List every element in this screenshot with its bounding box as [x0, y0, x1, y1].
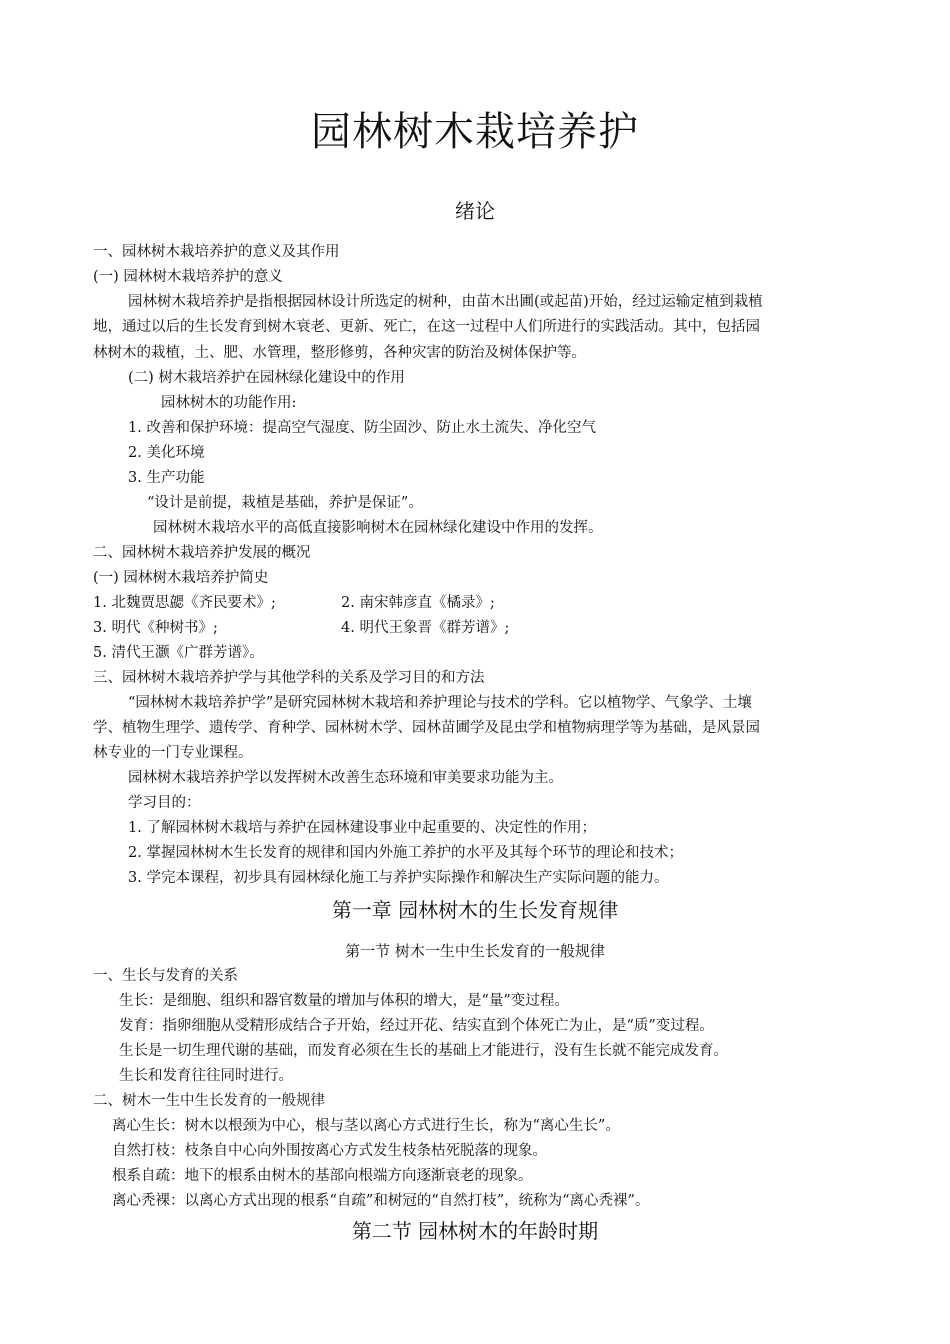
page-title: 园林树木栽培养护: [311, 109, 639, 155]
section-heading: 三、园林树木栽培养护学与其他学科的关系及学习目的和方法: [93, 670, 485, 686]
section-title: 第二节 园林树木的年龄时期: [351, 1219, 599, 1243]
quote-line: “设计是前提，栽植是基础，养护是保证”。: [147, 495, 423, 511]
list-item: 4. 明代王象晋《群芳谱》;: [341, 620, 510, 636]
intro-heading: 绪论: [455, 199, 495, 223]
subsection-heading: (一) 园林树木栽培养护的意义: [93, 269, 283, 285]
section-heading: 二、树木一生中生长发育的一般规律: [93, 1093, 325, 1109]
list-item: 3. 生产功能: [128, 470, 205, 486]
section-title: 第一节 树木一生中生长发育的一般规律: [345, 942, 605, 960]
paragraph-line: 生长和发育往往同时进行。: [119, 1068, 293, 1084]
paragraph-line: 学习目的：: [128, 795, 201, 811]
list-item: 2. 美化环境: [128, 445, 205, 461]
paragraph-line: 园林树木栽培养护学以发挥树木改善生态环境和审美要求功能为主。: [128, 770, 563, 786]
list-item: 2. 南宋韩彦直《橘录》;: [341, 595, 495, 611]
paragraph-line: “园林树木栽培养护学”是研究园林树木栽培和养护理论与技术的学科。它以植物学、气象学、土壤: [128, 695, 752, 711]
list-item: 3. 学完本课程，初步具有园林绿化施工与养护实际操作和解决生产实际问题的能力。: [128, 870, 669, 886]
section-heading: 二、园林树木栽培养护发展的概况: [93, 545, 311, 561]
paragraph-line: 学、植物生理学、遗传学、育种学、园林树木学、园林苗圃学及昆虫学和植物病理学等为基础，是风景园: [93, 720, 760, 736]
list-item: 1. 改善和保护环境：提高空气湿度、防尘固沙、防止水土流失、净化空气: [128, 420, 596, 436]
subsection-heading: (一) 园林树木栽培养护简史: [93, 570, 269, 586]
list-item: 3. 明代《种树书》;: [93, 620, 218, 636]
paragraph-line: 林专业的一门专业课程。: [93, 745, 253, 761]
paragraph-line: 园林树木的功能作用:: [161, 395, 297, 411]
paragraph-line: 自然打枝：枝条自中心向外围按离心方式发生枝条枯死脱落的现象。: [112, 1143, 547, 1159]
list-item: 2. 掌握园林树木生长发育的规律和国内外施工养护的水平及其每个环节的理论和技术；: [128, 845, 683, 861]
list-item: 5. 清代王灏《广群芳谱》。: [93, 645, 264, 661]
paragraph-line: 园林树木栽培水平的高低直接影响树木在园林绿化建设中作用的发挥。: [153, 520, 603, 536]
list-item: 1. 北魏贾思勰《齐民要术》;: [93, 595, 276, 611]
paragraph-line: 离心生长：树木以根颈为中心，根与茎以离心方式进行生长，称为“离心生长”。: [112, 1118, 620, 1134]
list-item: 1. 了解园林树木栽培与养护在园林建设事业中起重要的、决定性的作用；: [128, 820, 596, 836]
paragraph-line: 园林树木栽培养护是指根据园林设计所选定的树种，由苗木出圃(或起苗)开始，经过运输定植到栽植: [128, 294, 763, 310]
chapter-heading: 第一章 园林树木的生长发育规律: [331, 898, 619, 922]
paragraph-line: 生长是一切生理代谢的基础，而发育必须在生长的基础上才能进行，没有生长就不能完成发育。: [119, 1043, 728, 1059]
paragraph-line: 发育：指卵细胞从受精形成结合子开始，经过开花、结实直到个体死亡为止，是“质”变过程。: [119, 1018, 714, 1034]
paragraph-line: 生长：是细胞、组织和器官数量的增加与体积的增大，是“量”变过程。: [119, 993, 569, 1009]
section-heading: 一、园林树木栽培养护的意义及其作用: [93, 244, 340, 260]
paragraph-line: 根系自疏：地下的根系由树木的基部向根端方向逐渐衰老的现象。: [112, 1168, 533, 1184]
section-heading: 一、生长与发育的关系: [93, 968, 238, 984]
paragraph-line: 离心秃裸：以离心方式出现的根系“自疏”和树冠的“自然打枝”，统称为“离心秃裸”。: [112, 1193, 650, 1209]
paragraph-line: 林树木的栽植，土、肥、水管理，整形修剪，各种灾害的防治及树体保护等。: [93, 345, 586, 361]
subsection-heading: (二) 树木栽培养护在园林绿化建设中的作用: [128, 370, 405, 386]
paragraph-line: 地，通过以后的生长发育到树木衰老、更新、死亡，在这一过程中人们所进行的实践活动。其中，包括园: [93, 319, 760, 335]
